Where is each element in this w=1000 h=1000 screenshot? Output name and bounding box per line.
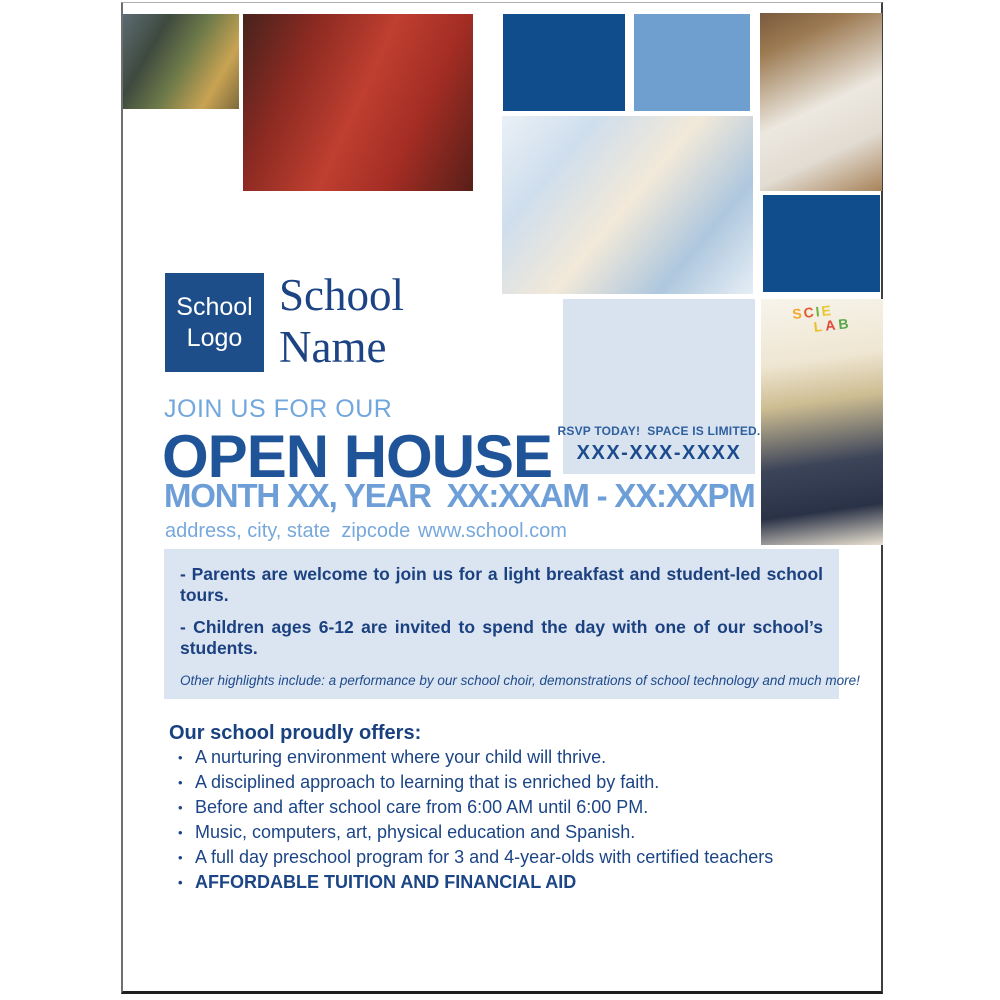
school-logo — [165, 273, 264, 372]
offers-heading: Our school proudly offers: — [169, 722, 422, 744]
science-lab-letter: L — [812, 317, 827, 335]
science-lab-sign — [792, 301, 853, 337]
detail-parents: - Parents are welcome to join us for a light breakfast and student-led school tours. — [180, 564, 823, 605]
photo-children-writing — [502, 116, 753, 294]
offer-item: • A full day preschool program for 3 and 4-year-olds with certified teachers — [170, 845, 830, 870]
science-lab-letter: S — [791, 304, 805, 323]
school-website: www.school.com — [418, 520, 567, 542]
school-logo-line1: School — [176, 292, 253, 321]
event-date-time: MONTH XX, YEAR XX:XXAM - XX:XXPM — [164, 477, 755, 514]
offer-item: • AFFORDABLE TUITION AND FINANCIAL AID — [170, 870, 830, 895]
offer-item: • A nurturing environment where your child will thrive. — [170, 745, 830, 770]
flyer-page — [121, 2, 883, 994]
science-lab-letter: B — [837, 314, 853, 333]
address-row — [165, 520, 785, 544]
color-block-dark-blue-1 — [503, 14, 625, 111]
school-name — [279, 269, 404, 373]
event-address: address, city, state zipcode — [165, 520, 411, 542]
school-name-line2: Name — [279, 322, 387, 372]
offer-item: • Music, computers, art, physical education and Spanish. — [170, 820, 830, 845]
photo-classroom — [123, 14, 239, 109]
science-lab-letter: E — [820, 301, 834, 319]
science-lab-letter: I — [814, 303, 823, 320]
page-title-open-house: OPEN HOUSE — [162, 423, 553, 490]
science-lab-letter: A — [824, 316, 840, 334]
rsvp-panel — [557, 299, 761, 474]
color-block-light-blue — [634, 14, 750, 111]
kicker-join-us: JOIN US FOR OUR — [164, 395, 393, 423]
offer-item: • A disciplined approach to learning that is enriched by faith. — [170, 770, 830, 795]
detail-children: - Children ages 6-12 are invited to spend the day with one of our school’s students. — [180, 617, 823, 658]
color-block-dark-blue-2 — [763, 195, 880, 292]
school-logo-line2: Logo — [186, 323, 243, 352]
school-name-line1: School — [279, 270, 405, 320]
science-lab-letter: C — [802, 303, 817, 321]
photo-science-lab-girl — [761, 299, 883, 545]
school-logo-text — [176, 292, 252, 354]
detail-highlights: Other highlights include: a performance by our school choir, demonstrations of school technology and much more! — [180, 673, 860, 688]
offer-item: • Before and after school care from 6:00 AM until 6:00 PM. — [170, 795, 830, 820]
event-details-panel — [164, 549, 860, 699]
photo-two-boys — [760, 13, 882, 191]
offers-list — [170, 745, 830, 895]
photo-students-basketball — [243, 14, 473, 191]
rsvp-note: RSVP TODAY! SPACE IS LIMITED. — [557, 424, 761, 438]
rsvp-phone-number: XXX-XXX-XXXX — [576, 442, 742, 464]
